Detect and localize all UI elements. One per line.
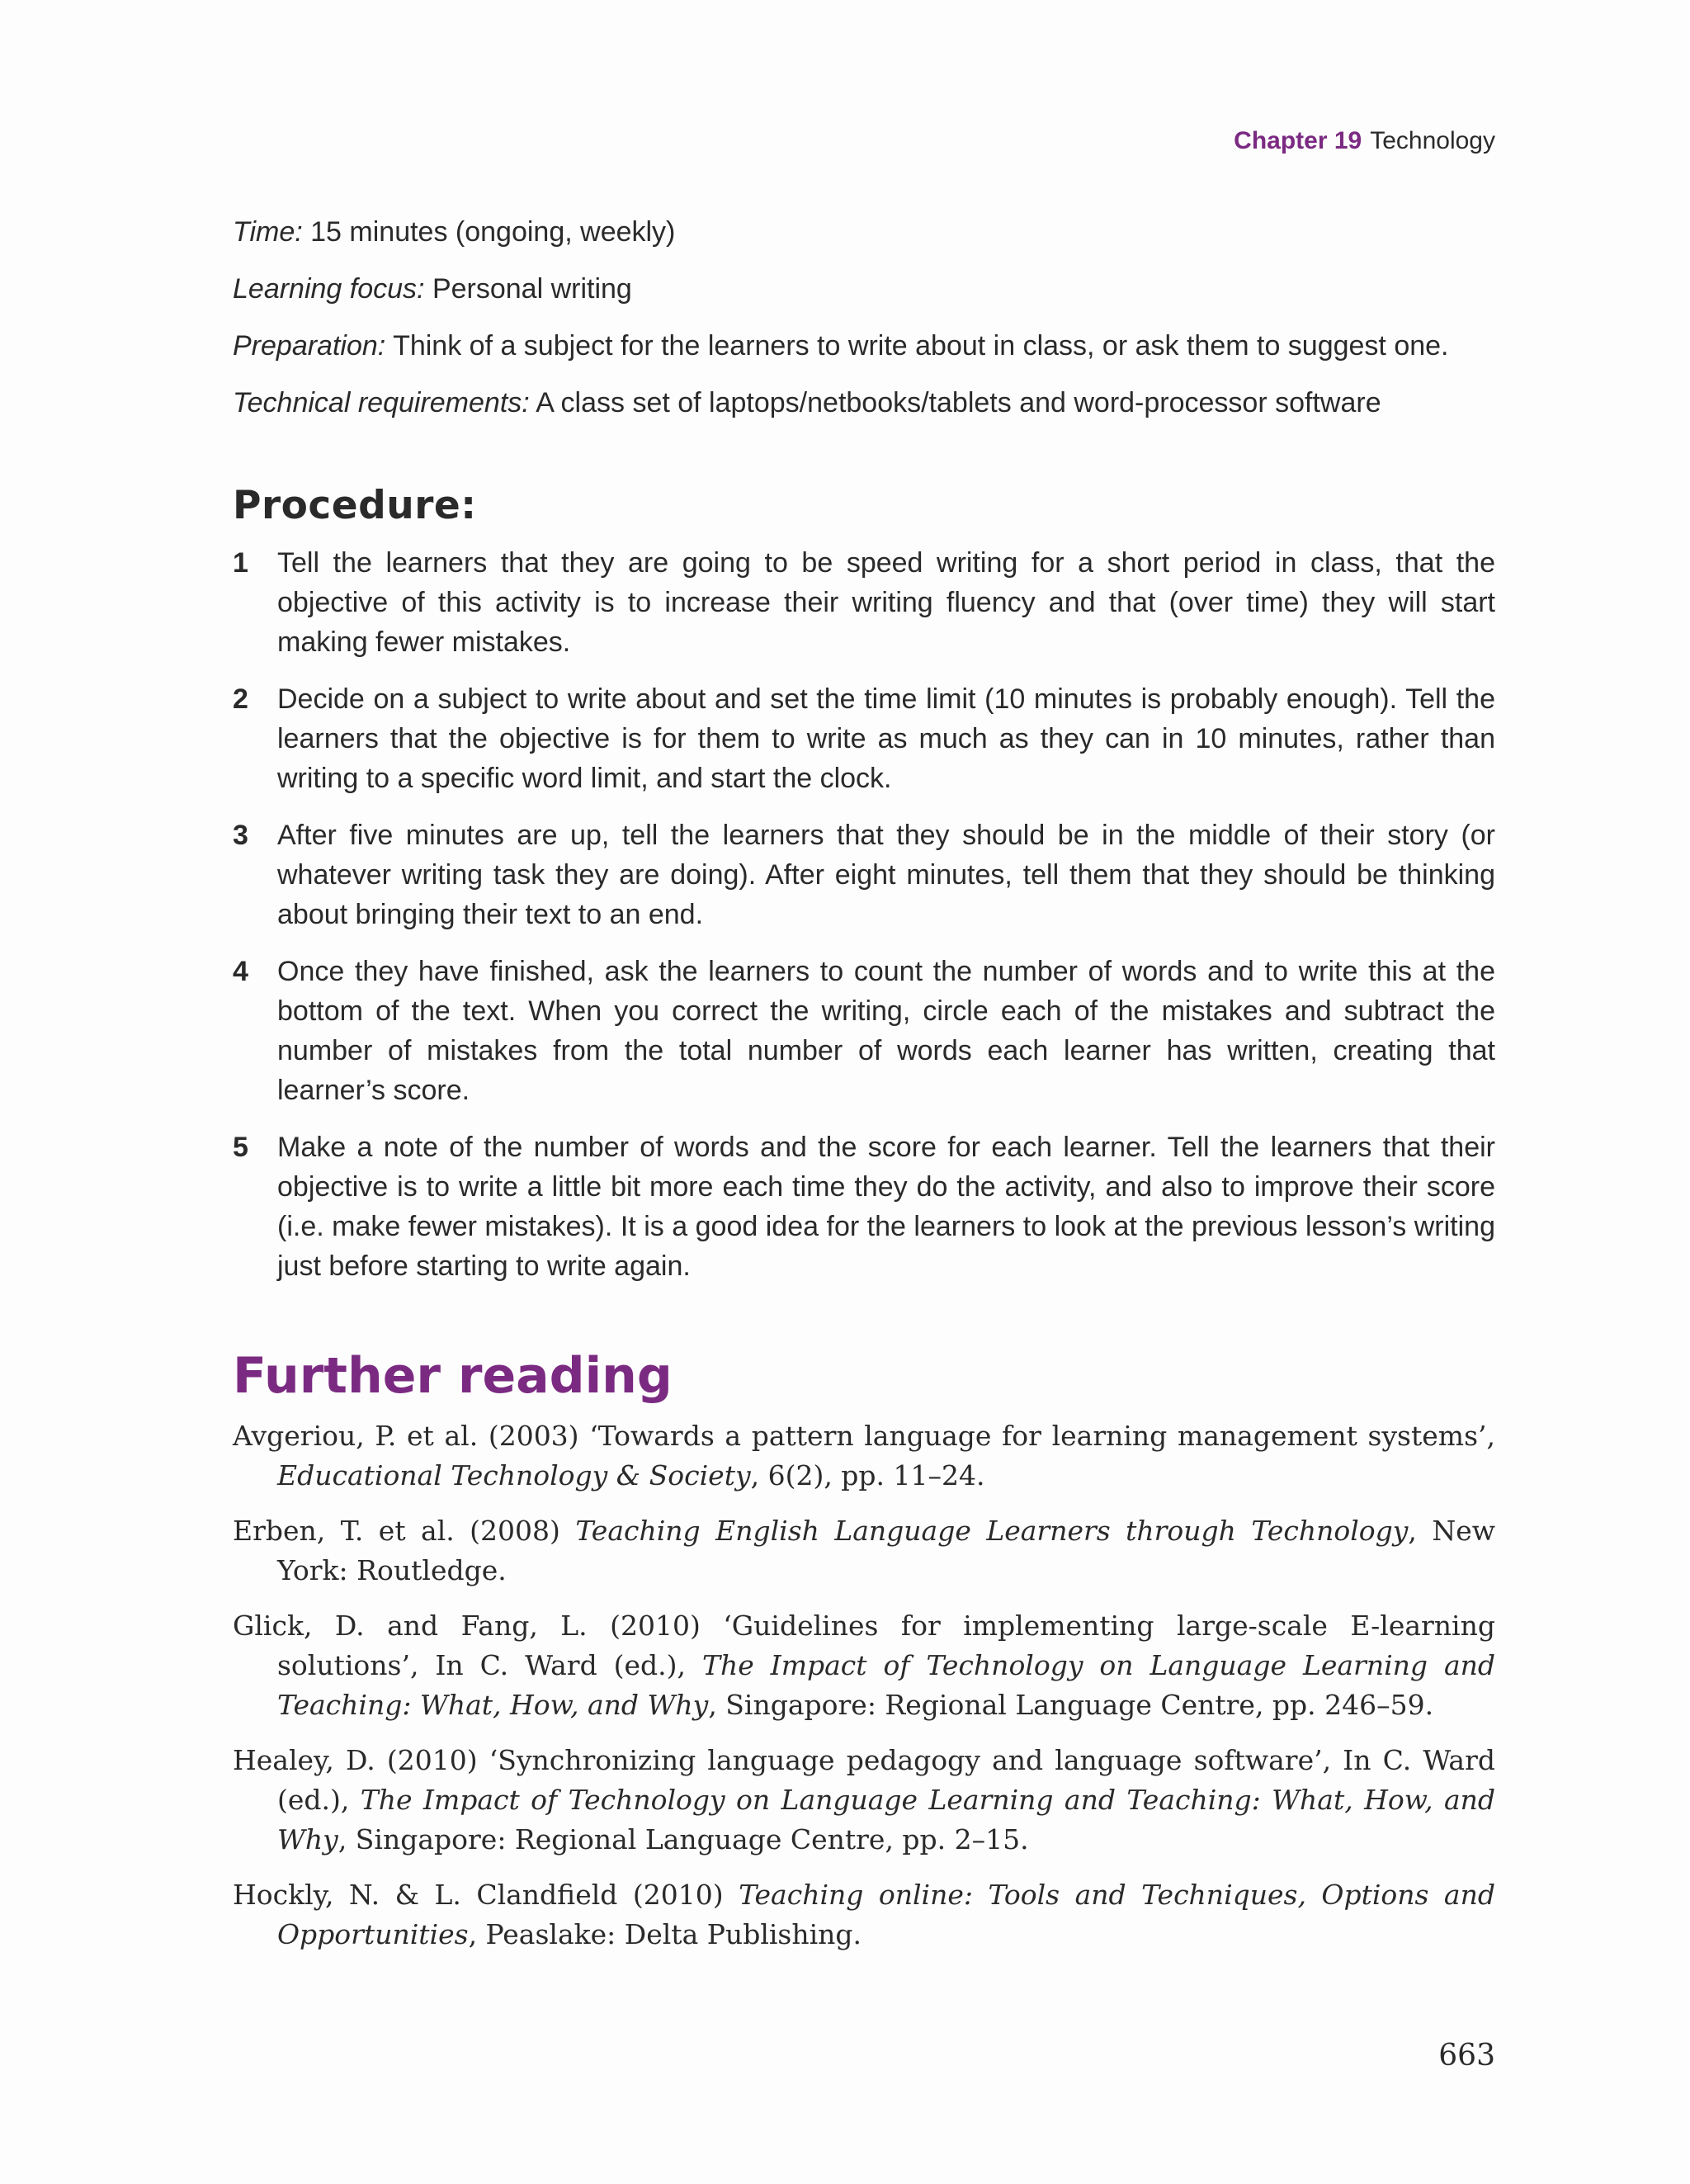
procedure-steps — [233, 543, 1495, 1286]
reference-text: , New York: Routledge. — [277, 1515, 1495, 1586]
reference-title: Teaching online: Tools and Techniques, Options and Opportunities — [277, 1879, 1495, 1950]
step-number: 1 — [233, 547, 248, 579]
time-label: Time: — [233, 216, 303, 248]
reference-text: Erben, T. et al. (2008) — [233, 1515, 576, 1547]
focus-label: Learning focus: — [233, 273, 425, 305]
reference-text: , 6(2), pp. 11–24. — [750, 1459, 985, 1491]
step-text: After five minutes are up, tell the learners that they should be in the middle of their story (or whatever writing task they are doing). After eight minutes, tell them that they should be thinking about bringing their text to an end. — [277, 820, 1495, 930]
focus-value: Personal writing — [424, 273, 632, 305]
page-number: 663 — [1438, 2039, 1495, 2073]
preparation-value: Think of a subject for the learners to write about in class, or ask them to suggest one. — [385, 330, 1449, 362]
reference-title: The Impact of Technology on Language Learning and Teaching: What, How, and Why — [277, 1784, 1496, 1855]
step-text: Tell the learners that they are going to be speed writing for a short period in class, that the objective of this activity is to increase their writing fluency and that (over time) they will start making fewer mistakes. — [277, 547, 1495, 658]
reference-title: The Impact of Technology on Language Learning and Teaching: What, How, and Why — [277, 1649, 1495, 1721]
step-number: 3 — [233, 820, 248, 851]
reference-entry — [233, 1741, 1495, 1860]
step-number: 5 — [233, 1132, 248, 1163]
activity-meta — [233, 213, 1495, 422]
reference-text: Healey, D. (2010) ‘Synchronizing language pedagogy and language software’, In C. Ward (ed.), — [233, 1744, 1495, 1816]
reference-text: Avgeriou, P. et al. (2003) ‘Towards a pattern language for learning management systems’, — [233, 1420, 1495, 1452]
step-text: Make a note of the number of words and the score for each learner. Tell the learners that their objective is to write a little bit more each time they do the activity, and also to improve their score (i.e. make fewer mistakes). It is a good idea for the learners to look at the previous lesson’s writing just before starting to write again. — [277, 1132, 1495, 1282]
preparation-label: Preparation: — [233, 330, 386, 362]
reference-text: , Peaslake: Delta Publishing. — [468, 1918, 862, 1950]
tech-requirements-line — [233, 384, 1495, 422]
chapter-title: Technology — [1370, 127, 1495, 154]
step-number: 2 — [233, 683, 248, 715]
tech-requirements-label: Technical requirements: — [233, 387, 530, 418]
procedure-step — [233, 543, 1495, 662]
step-number: 4 — [233, 956, 248, 987]
procedure-step — [233, 1127, 1495, 1286]
procedure-step — [233, 952, 1495, 1110]
procedure-step — [233, 679, 1495, 798]
reference-entry — [233, 1416, 1495, 1496]
step-text: Decide on a subject to write about and set the time limit (10 minutes is probably enough). Tell the learners that the objective is for them to write as much as they can in 10 minutes, rather than writing to a specific word limit, and start the clock. — [277, 683, 1495, 794]
reference-entry — [233, 1606, 1495, 1725]
reference-text: , Singapore: Regional Language Centre, pp. 2–15. — [338, 1823, 1029, 1855]
procedure-heading: Procedure: — [233, 483, 477, 528]
chapter-label: Chapter 19 — [1234, 127, 1362, 154]
preparation-line — [233, 327, 1495, 365]
time-line — [233, 213, 1495, 251]
tech-requirements-value: A class set of laptops/netbooks/tablets and word-processor software — [529, 387, 1381, 418]
procedure-step — [233, 815, 1495, 934]
reference-list — [233, 1416, 1495, 1955]
reference-title: Teaching English Language Learners through Technology — [575, 1515, 1409, 1547]
reference-text: , Singapore: Regional Language Centre, pp. 246–59. — [708, 1689, 1434, 1721]
reference-text: Glick, D. and Fang, L. (2010) ‘Guidelines for implementing large-scale E-learning solutions’, In C. Ward (ed.), — [233, 1610, 1495, 1681]
reference-title: Educational Technology & Society — [277, 1459, 751, 1491]
reference-entry — [233, 1511, 1495, 1591]
page-content — [233, 213, 1495, 1970]
reference-text: Hockly, N. & L. Clandfield (2010) — [233, 1879, 739, 1911]
further-reading-heading: Further reading — [233, 1347, 673, 1405]
step-text: Once they have finished, ask the learners to count the number of words and to write this at the bottom of the text. When you correct the writing, circle each of the mistakes and subtract the number of mistakes from the total number of words each learner has written, creating that learner’s score. — [277, 956, 1495, 1106]
focus-line — [233, 270, 1495, 308]
running-head — [1234, 127, 1495, 155]
time-value: 15 minutes (ongoing, weekly) — [302, 216, 676, 248]
reference-entry — [233, 1875, 1495, 1955]
